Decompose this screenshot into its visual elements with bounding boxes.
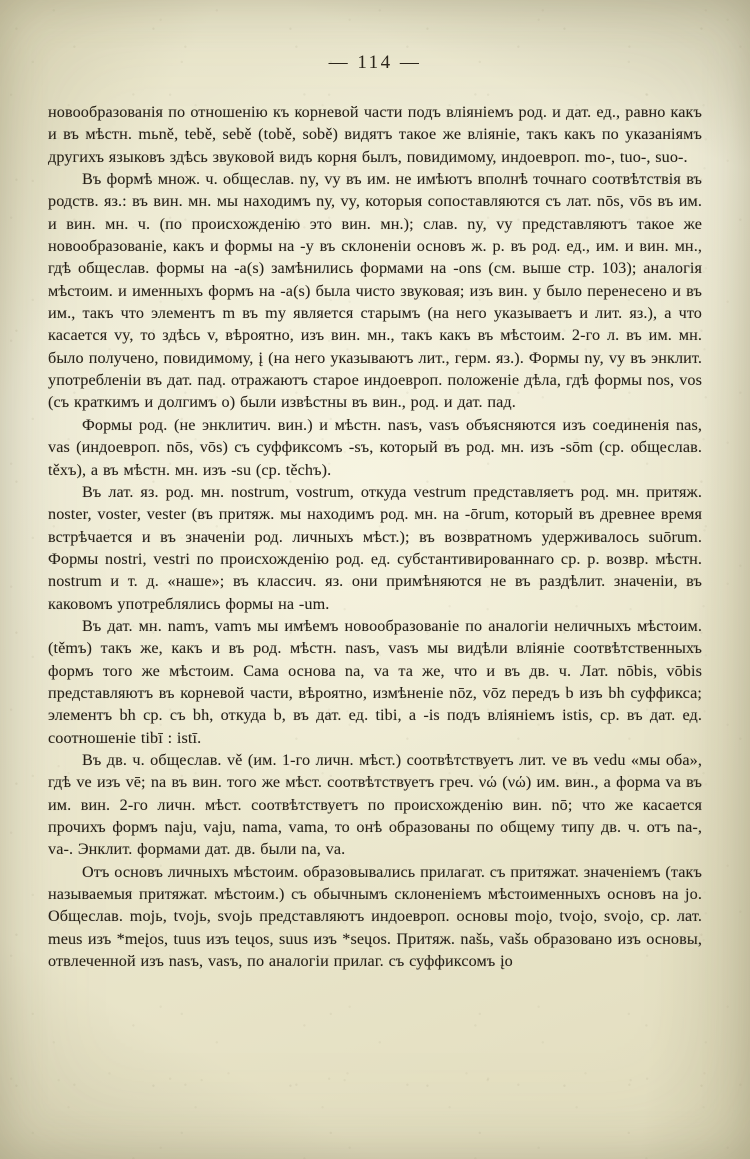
paragraph: Въ дат. мн. namъ, vamъ мы имѣемъ новообразованіе по аналогіи неличныхъ мѣстоим. (těmъ) такъ же, какъ и въ род. мѣстн. nasъ, vasъ мы видѣли вліяніе соотвѣтственныхъ формъ того же мѣстоим. Сама основа na, va та же, что и въ дв. ч. Лат. nōbis, vōbis представляютъ въ корневой части, вѣроятно, измѣненіе nōz, vōz передъ b изъ bh суффикса; элементъ bh ср. съ bh, откуда b, въ дат. ед. tibi, a -is подъ вліяніемъ istis, ср. въ дат. ед. соотношеніе tibī : istī. (48, 616, 702, 747)
page-folio-number: — 114 — (328, 52, 422, 73)
paragraph: Въ дв. ч. общеслав. vě (им. 1-го личн. мѣст.) соотвѣтствуетъ лит. ve въ vedu «мы оба», гдѣ ve изъ vē; na въ вин. того же мѣст. соотвѣтствуетъ греч. νώ (νώ) им. вин., а форма va въ им. вин. 2-го личн. мѣст. соотвѣтствуетъ по происхожденію вин. nō; что же касается прочихъ формъ naju, vaju, nama, vama, то онѣ образованы по общему типу дв. ч. отъ na-, va-. Энклит. формами дат. дв. были na, va. (48, 750, 702, 859)
body-text-block (48, 101, 702, 972)
paragraph: Формы род. (не энклитич. вин.) и мѣстн. nasъ, vasъ объясняются изъ соединенія nas, vas (индоевроп. nōs, vōs) съ суффиксомъ -sъ, который въ род. мн. изъ -sōm (ср. общеслав. těxъ), а въ мѣстн. мн. изъ -su (ср. těchъ). (48, 415, 702, 479)
paragraph: Отъ основъ личныхъ мѣстоим. образовывались прилагат. съ притяжат. значеніемъ (такъ называемыя притяжат. мѣстоим.) съ обычнымъ склоненіемъ мѣстоименныхъ основъ на jo. Общеслав. mojь, tvojь, svojь представляютъ индоевроп. основы moįo, tvoįo, svoįo, ср. лат. meus изъ *meįos, tuus изъ teųos, suus изъ *seųos. Притяж. našь, vašь образовано изъ основы, отвлеченной изъ nasъ, vasъ, по аналогіи прилаг. съ суффиксомъ įo (48, 862, 702, 971)
paragraph: Въ формѣ множ. ч. общеслав. ny, vy въ им. не имѣютъ вполнѣ точнаго соотвѣтствія въ родств. яз.: въ вин. мн. мы находимъ nу, vy, которыя сопоставляются съ лат. nōs, vōs въ им. и вин. мн. ч. (по происхожденію это вин. мн.); слав. ny, vy представляютъ такое же новообразованіе, какъ и формы на -у въ склоненіи основъ ж. р. въ род. ед., им. и вин. мн., гдѣ общеслав. формы на -a(s) замѣнились формами на -ons (см. выше стр. 103); аналогія мѣстоим. и именныхъ формъ на -a(s) была чисто звуковая; изъ вин. у было перенесено и въ им., такъ что элементъ m въ my является старымъ (на него указываетъ и лит. яз.), а что касается vy, то здѣсь v, вѣроятно, изъ вин. мн., такъ какъ въ мѣстоим. 2-го л. въ им. мн. было получено, повидимому, į (на него указываютъ лит., герм. яз.). Формы ny, vy въ энклит. употребленіи въ дат. пад. отражаютъ старое индоевроп. положеніе дѣла, гдѣ формы nos, vos (съ краткимъ и долгимъ o) были извѣстны въ вин., род. и дат. пад. (48, 170, 702, 412)
paragraph: новообразованія по отношенію къ корневой части подъ вліяніемъ род. и дат. ед., равно какъ и въ мѣстн. mьně, tebě, sebě (tobě, sobě) видятъ такое же вліяніе, такъ какъ по указаніямъ другихъ языковъ здѣсь звуковой видъ корня былъ, повидимому, индоевроп. mo-, tuo-, suo-. (48, 103, 702, 166)
paragraph: Въ лат. яз. род. мн. nostrum, vostrum, откуда vestrum представляетъ род. мн. притяж. noster, voster, vester (въ притяж. мы находимъ род. мн. на -ōrum, который въ древнее время встрѣчается и въ значеніи род. личныхъ мѣст.); въ возвратномъ удерживалось suōrum. Формы nostri, vestri по происхожденію род. ед. субстантивированнаго ср. р. возвр. мѣстн. nostrum и т. д. «наше»; въ классич. яз. они примѣняются не въ раздѣлит. значеніи, въ каковомъ употреблялись формы на -um. (48, 482, 702, 613)
